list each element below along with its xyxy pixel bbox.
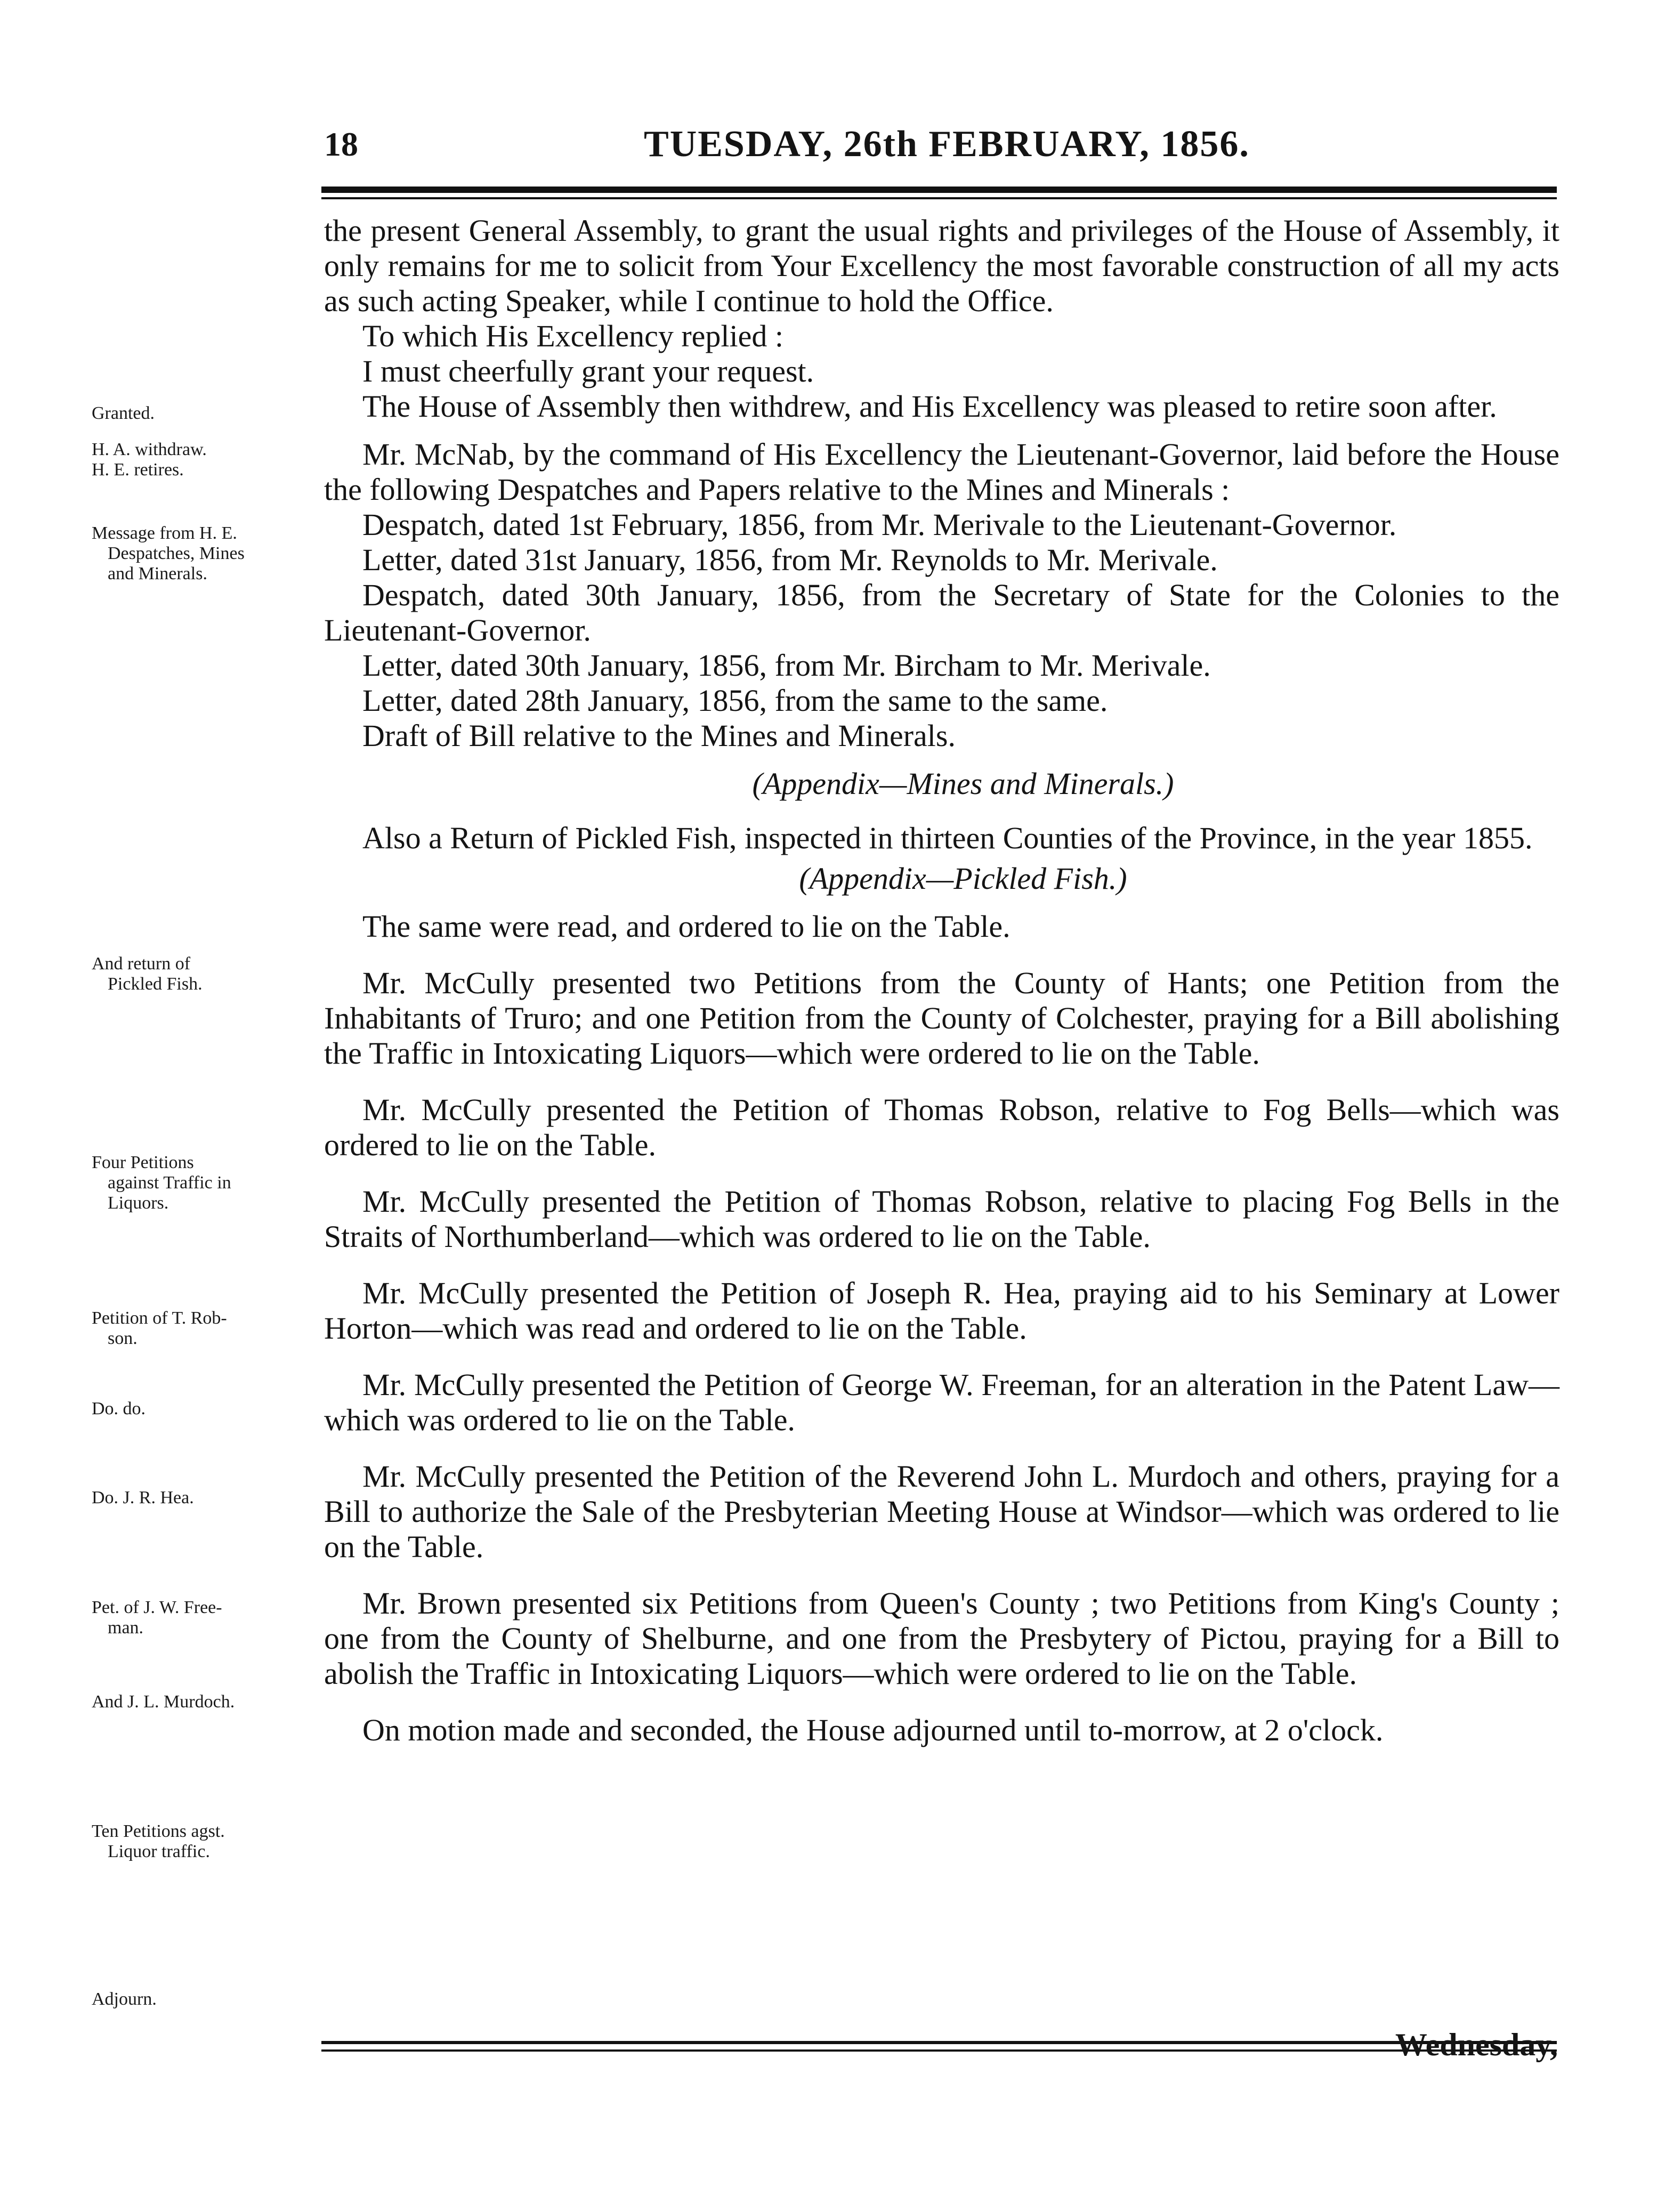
paragraph: Mr. McCully presented the Petition of George W. Freeman, for an alteration in the Patent Law—which was ordered to lie on the Table. xyxy=(324,1367,1559,1437)
margin-note: And return of Pickled Fish. xyxy=(92,954,203,994)
paragraph: Letter, dated 31st January, 1856, from Mr. Reynolds to Mr. Merivale. xyxy=(362,542,1218,577)
margin-note: Ten Petitions agst. Liquor traffic. xyxy=(92,1821,225,1861)
page-number: 18 xyxy=(324,125,358,163)
paragraph: The same were read, and ordered to lie on the Table. xyxy=(362,909,1011,944)
margin-note: Four Petitions against Traffic in Liquors. xyxy=(92,1153,231,1213)
margin-note: Do. J. R. Hea. xyxy=(92,1488,194,1508)
paragraph: Mr. McCully presented two Petitions from the County of Hants; one Petition from the Inhabitants of Truro; and one Petition from the County of Colchester, praying for a Bill abolishing the Traffic in Intoxicating Liquors—which were ordered to lie on the Table. xyxy=(324,966,1559,1071)
paragraph: the present General Assembly, to grant the usual rights and privileges of the House of Assembly, it only remains for me to solicit from Your Excellency the most favorable construction of all my acts as such acting Speaker, while I continue to hold the Office. xyxy=(324,213,1559,318)
margin-note: Adjourn. xyxy=(92,1989,157,2009)
paragraph: Letter, dated 30th January, 1856, from Mr. Bircham to Mr. Merivale. xyxy=(362,648,1211,683)
paragraph: On motion made and seconded, the House adjourned until to-morrow, at 2 o'clock. xyxy=(362,1713,1384,1747)
margin-note: Granted. xyxy=(92,403,155,423)
page-header xyxy=(324,120,1558,168)
paragraph: Despatch, dated 1st February, 1856, from Mr. Merivale to the Lieutenant-Governor. xyxy=(362,507,1397,542)
paragraph: Mr. Brown presented six Petitions from Queen's County ; two Petitions from King's County ; one from the County of Shelburne, and one from the Presbytery of Pictou, praying for a Bill to abolish the Traffic in Intoxicating Liquors—which were ordered to lie on the Table. xyxy=(324,1586,1559,1691)
appendix-reference: (Appendix—Mines and Minerals.) xyxy=(752,766,1174,801)
margin-note: Petition of T. Rob- son. xyxy=(92,1308,227,1348)
footer-rule-lower xyxy=(321,2049,1557,2052)
paragraph: Also a Return of Pickled Fish, inspected in thirteen Counties of the Province, in the year 1855. xyxy=(362,821,1533,855)
margin-note: And J. L. Murdoch. xyxy=(92,1692,235,1712)
body-text xyxy=(324,213,1559,1748)
paragraph: Draft of Bill relative to the Mines and Minerals. xyxy=(362,718,956,753)
appendix-reference: (Appendix—Pickled Fish.) xyxy=(799,861,1127,896)
margin-note: H. A. withdraw. H. E. retires. xyxy=(92,440,207,480)
paragraph: Mr. McCully presented the Petition of Thomas Robson, relative to placing Fog Bells in the Straits of Northumberland—which was ordered to lie on the Table. xyxy=(324,1184,1559,1254)
paragraph: The House of Assembly then withdrew, and His Excellency was pleased to retire soon after. xyxy=(362,389,1497,424)
catchword: Wednesday, xyxy=(1395,2027,1558,2062)
margin-note: Pet. of J. W. Free- man. xyxy=(92,1598,222,1638)
paragraph: Despatch, dated 30th January, 1856, from the Secretary of State for the Colonies to the Lieutenant-Governor. xyxy=(324,578,1559,647)
margin-note: Message from H. E. Despatches, Mines and Minerals. xyxy=(92,523,245,584)
margin-note: Do. do. xyxy=(92,1399,146,1419)
paragraph: Letter, dated 28th January, 1856, from the same to the same. xyxy=(362,683,1108,718)
paragraph: I must cheerfully grant your request. xyxy=(362,354,814,388)
paragraph: Mr. McCully presented the Petition of the Reverend John L. Murdoch and others, praying for a Bill to authorize the Sale of the Presbyterian Meeting House at Windsor—which was ordered to lie on the Table. xyxy=(324,1459,1559,1564)
header-rule-thin xyxy=(321,197,1557,199)
header-rule-thick xyxy=(321,187,1557,193)
paragraph: Mr. McCully presented the Petition of Joseph R. Hea, praying aid to his Seminary at Lower Horton—which was read and ordered to lie on the Table. xyxy=(324,1276,1559,1346)
footer-rule-upper xyxy=(321,2041,1557,2044)
paragraph: To which His Excellency replied : xyxy=(362,319,783,353)
paragraph: Mr. McNab, by the command of His Excellency the Lieutenant-Governor, laid before the House the following Despatches and Papers relative to the Mines and Minerals : xyxy=(324,437,1559,507)
running-title: TUESDAY, 26th FEBRUARY, 1856. xyxy=(644,124,1250,165)
paragraph: Mr. McCully presented the Petition of Thomas Robson, relative to Fog Bells—which was ordered to lie on the Table. xyxy=(324,1092,1559,1162)
